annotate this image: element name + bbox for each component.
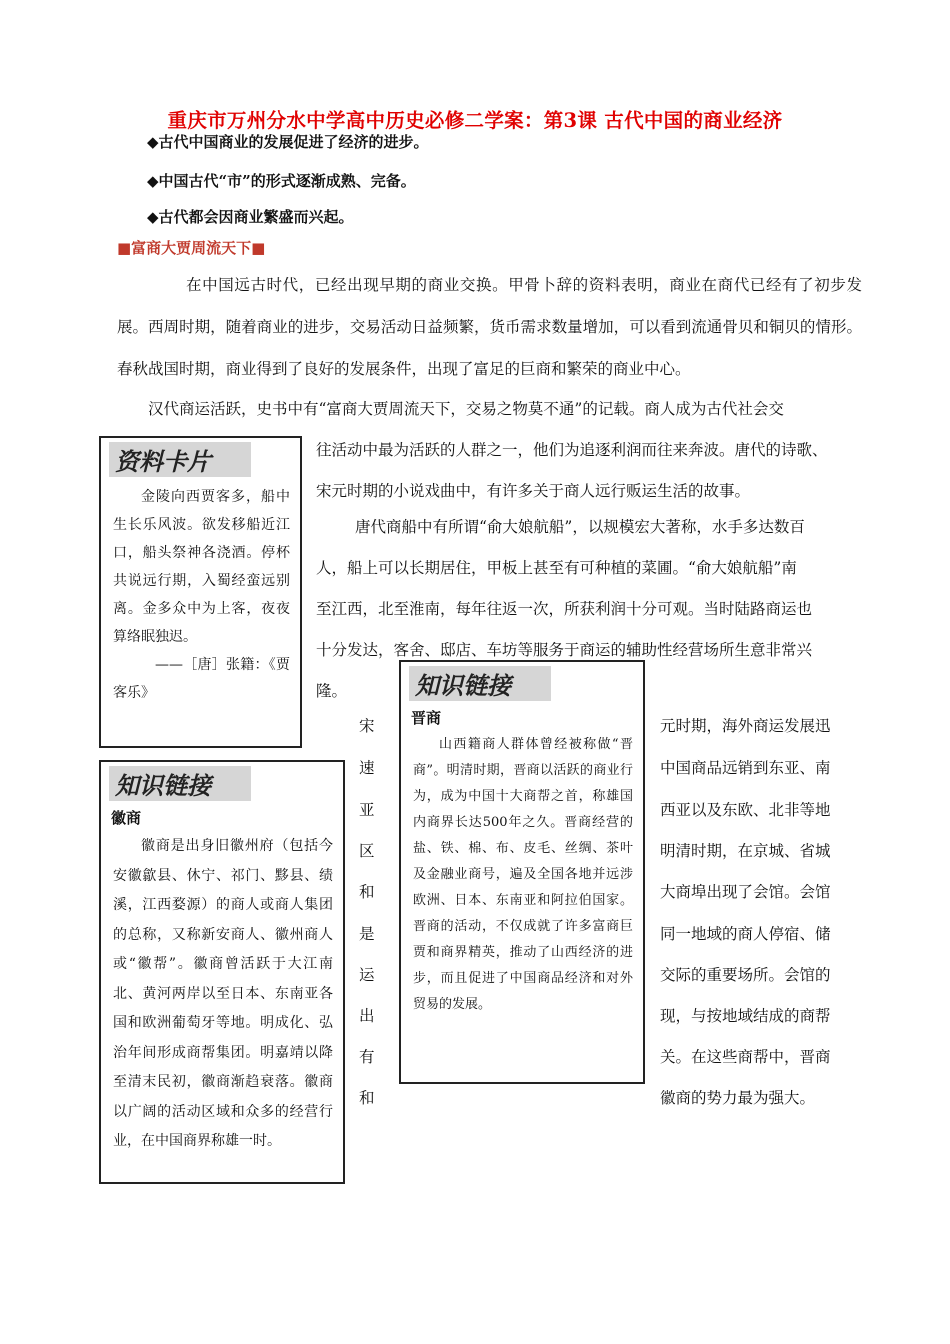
column-char: 和 <box>359 1089 375 1107</box>
knowledge-link-title: 知识链接 <box>109 766 251 801</box>
column-char: 出 <box>359 1007 375 1025</box>
key-point-3: ◆古代都会因商业繁盛而兴起。 <box>147 208 354 226</box>
paragraph-tang-line-3: 至江西，北至淮南，每年往返一次，所获利润十分可观。当时陆路商运也 <box>316 600 813 618</box>
paragraph-origins: 在中国远古时代，已经出现早期的商业交换。甲骨卜辞的资料表明，商业在商代已经有了初步发展。西周时期，随着商业的进步，交易活动日益频繁，货币需求数量增加，可以看到流通骨贝和铜贝的情形。春秋战国时期，商业得到了良好的发展条件，出现了富足的巨商和繁荣的商业中心。 <box>117 276 862 378</box>
paragraph-han-line-1: 汉代商运活跃，史书中有“富商大贾周流天下，交易之物莫不通”的记载。商人成为古代社会交 <box>148 400 784 418</box>
jinshang-body: 山西籍商人群体曾经被称做“晋商”。明清时期，晋商以活跃的商业行为，成为中国十大商帮之首，称雄国内商界长达500年之久。晋商经营的盐、铁、棉、布、皮毛、丝绸、茶叶及金融业商号，遍及全国各地并远涉欧洲、日本、东南亚和阿拉伯国家。晋商的活动，不仅成就了许多富商巨贾和商界精英，推动了山西经济的进步，而且促进了中国商品经济和对外贸易的发展。 <box>413 737 633 1012</box>
section-heading: ■富商大贾周流天下■ <box>117 239 266 257</box>
right-text-line: 关。在这些商帮中，晋商 <box>660 1048 831 1066</box>
column-char: 亚 <box>359 801 375 819</box>
key-point-2: ◆中国古代“市”的形式逐渐成熟、完备。 <box>147 172 416 190</box>
data-card-title: 资料卡片 <box>109 442 251 477</box>
column-char: 运 <box>359 966 375 984</box>
huishang-body: 徽商是出身旧徽州府（包括今安徽歙县、休宁、祁门、黟县、绩溪，江西婺源）的商人或商人集团的总称，又称新安商人、徽州商人或“徽帮”。徽商曾活跃于大江南北、黄河两岸以至日本、东南亚各国和欧洲葡萄牙等地。明成化、弘治年间形成商帮集团。明嘉靖以降至清末民初，徽商渐趋衰落。徽商以广阔的活动区域和众多的经营行业，在中国商界称雄一时。 <box>113 838 333 1149</box>
key-point-1: ◆古代中国商业的发展促进了经济的进步。 <box>147 133 429 151</box>
column-char: 有 <box>359 1048 375 1066</box>
right-text-line: 元时期，海外商运发展迅 <box>660 717 831 735</box>
paragraph-tang-line-1: 唐代商船中有所谓“俞大娘航船”，以规模宏大著称，水手多达数百 <box>355 518 805 536</box>
knowledge-link-title: 知识链接 <box>409 666 551 701</box>
column-char: 是 <box>359 925 375 943</box>
paragraph-han-line-3: 宋元时期的小说戏曲中，有许多关于商人远行贩运生活的故事。 <box>316 482 751 500</box>
data-card-box <box>99 436 302 748</box>
paragraph-tang-line-2: 人，船上可以长期居住，甲板上甚至有可种植的菜圃。“俞大娘航船”南 <box>316 559 797 577</box>
right-text-line: 交际的重要场所。会馆的 <box>660 966 831 984</box>
column-char: 宋 <box>359 717 375 735</box>
paragraph-tang-line-4: 十分发达，客舍、邸店、车坊等服务于商运的辅助性经营场所生意非常兴 <box>316 641 813 659</box>
knowledge-link-jinshang-box <box>399 660 645 1084</box>
data-card-source: ——［唐］张籍：《贾客乐》 <box>113 657 290 701</box>
right-text-line: 现，与按地域结成的商帮 <box>660 1007 831 1025</box>
knowledge-link-huishang-box <box>99 760 345 1184</box>
column-char: 和 <box>359 883 375 901</box>
right-text-line: 中国商品远销到东亚、南 <box>660 759 831 777</box>
jinshang-subtitle: 晋商 <box>411 709 442 727</box>
data-card-poem: 金陵向西贾客多，船中生长乐风波。欲发移船近江口，船头祭神各浇酒。停杯共说远行期，入蜀经蛮远别离。金多众中为上客，夜夜算络眠独迟。 <box>113 489 290 645</box>
column-char: 速 <box>359 759 375 777</box>
right-text-line: 大商埠出现了会馆。会馆 <box>660 883 831 901</box>
paragraph-han-line-2: 往活动中最为活跃的人群之一，他们为追逐利润而往来奔波。唐代的诗歌、 <box>316 441 828 459</box>
paragraph-tang-line-5: 隆。 <box>316 682 348 700</box>
right-text-line: 徽商的势力最为强大。 <box>660 1089 816 1107</box>
right-text-line: 明清时期，在京城、省城 <box>660 842 831 860</box>
right-text-line: 同一地域的商人停宿、储 <box>660 925 831 943</box>
page-title: 重庆市万州分水中学高中历史必修二学案：第3课 古代中国的商业经济 <box>167 109 783 132</box>
right-text-line: 西亚以及东欧、北非等地 <box>660 801 831 819</box>
huishang-subtitle: 徽商 <box>111 809 142 827</box>
column-char: 区 <box>359 842 375 860</box>
